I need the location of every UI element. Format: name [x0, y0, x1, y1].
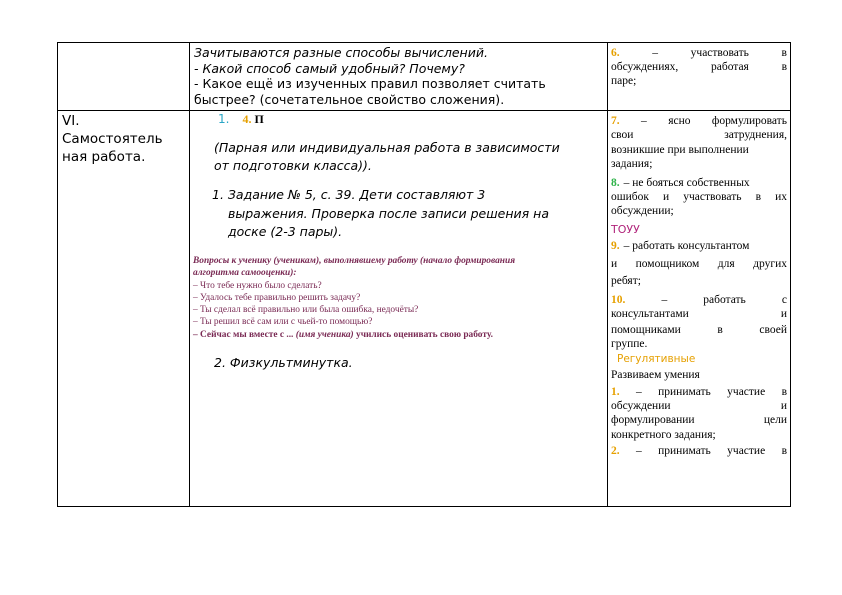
word: с	[781, 294, 787, 307]
word: в	[781, 47, 787, 59]
list-number: 2.	[214, 355, 226, 370]
word: обсуждениях,	[611, 61, 679, 73]
word: –	[636, 445, 642, 458]
word: принимать	[658, 445, 711, 458]
word: помощником	[635, 257, 700, 270]
word: – не бояться собственных	[623, 176, 750, 189]
word: других	[753, 257, 787, 270]
word: ясно	[668, 115, 691, 127]
text-line: - Какое ещё из изученных правил позволяет считать	[194, 76, 546, 91]
work-mode-note	[214, 139, 560, 175]
word: –	[641, 115, 647, 127]
word: паре;	[611, 75, 637, 87]
word: – работать консультантом	[623, 240, 750, 253]
item-text: П	[254, 112, 264, 126]
word: задания;	[611, 158, 653, 171]
word: консультантами	[611, 307, 689, 320]
text-line: быстрее? (сочетательное свойство сложения).	[194, 91, 505, 107]
word: работая	[710, 61, 749, 73]
word: участие	[727, 445, 766, 458]
text-line: выражения. Проверка после записи решения на	[228, 205, 549, 221]
row-divider	[58, 110, 790, 111]
word: в	[755, 191, 762, 204]
row1-skills	[611, 46, 787, 88]
questions-heading: алгоритма самооценки):	[193, 268, 297, 279]
word: и	[611, 257, 618, 270]
text-line: - Какой способ самый удобный? Почему?	[194, 60, 465, 76]
word: участвовать	[690, 47, 749, 59]
word: ошибок	[611, 191, 649, 204]
word: –	[636, 385, 642, 398]
word: конкретного задания;	[611, 428, 716, 441]
word: и	[780, 399, 787, 412]
word: и	[663, 191, 670, 204]
text-line: от подготовки класса)).	[214, 158, 372, 173]
word: для	[717, 257, 735, 270]
word: участвовать	[683, 191, 742, 204]
stage-title	[62, 112, 163, 166]
word: принимать	[658, 385, 711, 398]
physical-break	[214, 355, 353, 371]
word: обсуждении;	[611, 205, 674, 218]
word: формулировании	[611, 414, 695, 427]
word: цели	[763, 414, 787, 427]
text-part: учились оценивать свою работу.	[353, 329, 493, 340]
text-line: Зачитываются разные способы вычислений.	[194, 45, 488, 60]
text-line: Задание № 5, с. 39. Дети составляют 3	[227, 187, 486, 202]
word: ребят;	[611, 275, 641, 288]
skills-heading: Развиваем умения	[611, 369, 700, 382]
word: группе.	[611, 338, 648, 351]
word: их	[775, 191, 787, 204]
item-number: 2.	[611, 445, 620, 458]
word: своей	[759, 323, 787, 336]
word: возникшие при выполнении	[611, 143, 749, 156]
text-line: доске (2-3 пары).	[228, 224, 343, 239]
questions-heading: Вопросы к ученику (ученикам), выполнявшему работу (начало формирования	[193, 256, 516, 266]
question-item	[193, 329, 605, 341]
item-number: 7.	[611, 115, 620, 127]
row1-method-text	[194, 45, 546, 107]
task-block	[212, 186, 549, 242]
regulatory-heading: Регулятивные	[617, 352, 696, 365]
word: затруднения,	[724, 129, 787, 142]
word: свои	[611, 129, 634, 142]
word: участие	[727, 385, 766, 398]
column-divider-1	[189, 43, 190, 506]
list-number: 1.	[218, 112, 230, 126]
item-number: 1.	[611, 385, 620, 398]
word: работать	[703, 294, 746, 307]
text-line: Физкультминутка.	[229, 355, 353, 370]
question-item: – Ты решил всё сам или с чьей-то помощью?	[193, 317, 373, 328]
item-number: 9.	[611, 240, 620, 253]
word: в	[717, 323, 723, 336]
word: формулировать	[711, 115, 787, 127]
word: в	[781, 385, 787, 398]
question-item: – Что тебе нужно было сделать?	[193, 280, 322, 291]
word: в	[781, 445, 787, 458]
text-part: (имя ученика)	[295, 329, 354, 340]
lesson-table	[57, 42, 791, 507]
word: и	[780, 307, 787, 320]
stage-name-line: ная работа.	[62, 149, 146, 165]
list-number: 4.	[242, 112, 252, 126]
item-number: 6.	[611, 47, 620, 59]
touu-heading: ТОУУ	[611, 222, 640, 236]
row2-skills	[611, 114, 787, 459]
item-number: 10.	[611, 294, 626, 307]
column-divider-2	[607, 43, 608, 506]
item1-heading	[218, 112, 264, 126]
text-part: – Сейчас мы вместе с ...	[193, 329, 296, 340]
stage-number: VI.	[62, 113, 80, 129]
word: в	[781, 61, 787, 73]
text-line: (Парная или индивидуальная работа в зависимости	[214, 140, 560, 155]
question-item: – Ты сделал всё правильно или была ошибка, недочёты?	[193, 305, 419, 316]
word: –	[652, 47, 659, 59]
item-number: 8.	[611, 176, 620, 189]
list-number: 1.	[212, 187, 224, 202]
stage-name-line: Самостоятель	[62, 131, 163, 147]
questions-block	[193, 255, 605, 341]
question-item: – Удалось тебе правильно решить задачу?	[193, 292, 361, 303]
word: –	[661, 294, 668, 307]
word: помощниками	[611, 323, 681, 336]
word: обсуждении	[611, 399, 671, 412]
